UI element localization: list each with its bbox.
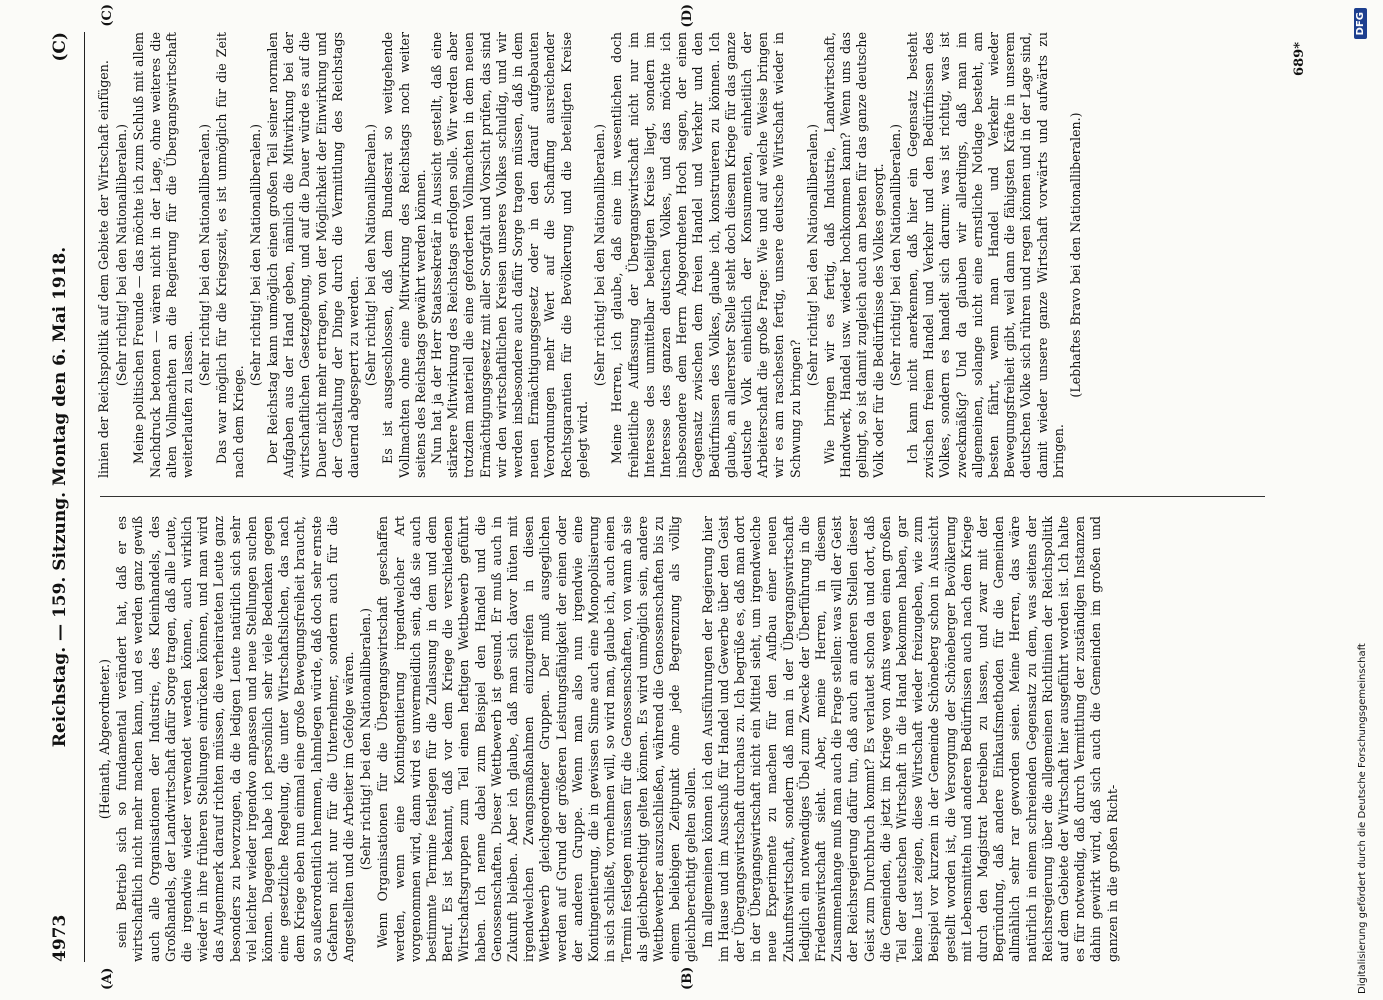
interjection: (Sehr richtig! bei den Nationalliberalen.) — [887, 123, 903, 387]
paragraph: Es ist ausgeschlossen, daß dem Bundesrat so weitgehende Vollmachten ohne eine Mitwirkung des Reichstags noch weiter seitens des Reichstags gewährt werden können. — [380, 32, 428, 478]
paragraph: Meine politischen Freunde — das möchte ich zum Schluß mit allem Nachdruck betonen — wären nicht in der Lage, ohne weiteres die alten Vollmachten an die Regierung für die Übergangswirtschaft weiterlaufen zu lassen. — [131, 32, 196, 478]
margin-marker-a: (A) — [100, 967, 115, 990]
page-title: Reichstag. — 159. Sitzung. Montag den 6. Mai 1918. — [50, 246, 70, 748]
page-number: 4973 — [50, 914, 70, 962]
interjection: (Sehr richtig! bei den Nationalliberalen.) — [114, 123, 130, 387]
margin-marker-b: (B) — [680, 966, 695, 990]
paragraph: Ich kann nicht anerkennen, daß hier ein Gegensatz besteht zwischen freiem Handel und Verkehr und den Bedürfnissen des Volkes, sondern es handelt sich darum: was ist richtig, was ist zweckmäßig? Und da glauben wir allerdings, daß man im allgemeinen, solange nicht eine ernstliche Notlage besteht, am besten fährt, wenn man Handel und Verkehr wieder Bewegungsfreiheit gibt, weil dann die fähigsten Kräfte in unserem deutschen Volke sich rühren und regen können und in der Lage sind, damit wieder unsere ganze Wirtschaft vorwärts und aufwärts zu bringen. — [904, 32, 1066, 478]
margin-marker-c-header: (C) — [50, 32, 70, 62]
interjection: (Sehr richtig! bei den Nationalliberalen.) — [363, 123, 379, 387]
interjection: (Sehr richtig! bei den Nationalliberalen.) — [804, 123, 820, 387]
interjection: (Sehr richtig! bei den Nationalliberalen.) — [247, 123, 263, 387]
paragraph: Nun hat ja der Herr Staatssekretär in Aussicht gestellt, daß eine stärkere Mitwirkung des Reichstags erfolgen solle. Wir werden aber trotzdem materiell die eine geforderten Vollmachten in dem neuen Ermächtigungsgesetz mit aller Sorgfalt und Vorsicht prüfen, das sind wir den wirtschaftlichen Kreisen unseres Volkes schuldig, und wir werden insbesondere auch dafür Sorge tragen müssen, daß in dem neuen Ermächtigungsgesetz oder in den darauf aufgebauten Verordnungen mehr Wert auf die Schaffung ausreichender Rechtsgarantien für die Bevölkerung und die beteiligten Kreise gelegt wird. — [429, 32, 590, 478]
interjection: (Sehr richtig! bei den Nationalliberalen.) — [592, 123, 608, 387]
paragraph: Wenn Organisationen für die Übergangswirtschaft geschaffen werden, wenn eine Kontingentierung irgendwelcher Art vorgenommen wird, dann wird es unvermeidlich sein, daß sie auch bestimmte Termine festlegen für die Zulassung in dem und dem Beruf. Es ist bekannt, daß vor dem Kriege die verschiedenen Wirtschaftsgruppen zum Teil einen heftigen Wettbewerb geführt haben. Ich nenne dabei zum Beispiel den Handel und die Genossenschaften. Dieser Wettbewerb ist gesund. Er muß auch in Zukunft bleiben. Aber ich glaube, daß man sich davor hüten mit irgendwelchen Zwangsmaßnahmen einzugreifen in diesen Wettbewerb gleichgeordneter Gruppen. Der muß ausgeglichen werden auf Grund der größeren Leistungsfähigkeit der einen oder der anderen Gruppe. Wenn man also nun irgendwie eine Kontingentierung, die in gewissen Sinne auch eine Monopolisierung in sich schließt, vornehmen will, so wird man, glaube ich, auch einen Termin festlegen müssen für die Genossenschaften, von wann ab sie als gleichberechtigt gelten können. Es wird unmöglich sein, andere Wettbewerber auszuschließen, während die Genossenschaften bis zu einem beliebigen Zeitpunkt ohne jede Begrenzung als völlig gleichberechtigt gelten sollen. — [375, 516, 699, 962]
paragraph: sein Betrieb sich so fundamental verändert hat, daß er es wirtschaftlich nicht mehr machen kann, und es werden ganz gewiß auch alle Organisationen der Industrie, des Kleinhandels, des Großhandels, der Landwirtschaft dafür Sorge tragen, daß alle Leute, die irgendwie wieder verwendet werden können, auch wirklich wieder in ihre früheren Stellungen einrücken können, und man wird das Augenmerk darauf richten müssen, die verheirateten Leute ganz besonders zu bevorzugen, da die ledigen Leute natürlich sich sehr viel leichter wieder irgendwo anpassen und neue Stellungen suchen können. Dagegen habe ich persönlich sehr viele Bedenken gegen eine gesetzliche Regelung, die unter Wirtschaftslichen, das nach dem Kriege eben nun einmal eine große Bewegungsfreiheit braucht, so außerordentlich hemmen, lahmlegen würde, daß doch sehr ernste Gefahren nicht nur für die Unternehmer, sondern auch für die Angestellten und die Arbeiter im Gefolge wären. — [114, 516, 357, 962]
dfg-logo: DFG — [1354, 8, 1367, 39]
paragraph: Das war möglich für die Kriegszeit, es ist unmöglich für die Zeit nach dem Kriege. — [214, 32, 246, 478]
paragraph: Der Reichstag kann unmöglich einen großen Teil seiner normalen Aufgaben aus der Hand geben, nämlich die Mitwirkung bei der wirtschaftlichen Gesetzgebung, und auf die Dauer würde es auf die Dauer nicht mehr ertragen, von der Möglichkeit der Einwirkung und der Gestaltung der Dinge durch die Vermittlung des Reichstags dauernd abgesperrt zu werden. — [265, 32, 362, 478]
paragraph: linien der Reichspolitik auf dem Gebiete der Wirtschaft einfügen. — [96, 60, 111, 478]
column-divider — [100, 496, 1265, 497]
page-content — [40, 4, 1307, 990]
paragraph: Im allgemeinen können ich den Ausführungen der Regierung hier im Hause und im Ausschuß für Handel und Gewerbe über den Geist der Übergangswirtschaft durchaus zu. Ich begrüße es, daß man dort in der Übergangswirtschaft nicht ein Mittel sieht, um irgendwelche neue Experimente zu machen für den Aufbau einer neuen Zukunftswirtschaft, sondern daß man in der Übergangswirtschaft lediglich ein notwendiges Übel zum Zwecke der Überführung in die Friedenswirtschaft sieht. Aber, meine Herren, in diesem Zusammenhange muß man auch die Frage stellen: was will der Geist der Reichsregierung dafür tun, daß auch an anderen Stellen dieser Geist zum Durchbruch kommt? Es verlautet schon da und dort, daß die Gemeinden, die jetzt im Kriege von Amts wegen einen großen Teil der deutschen Wirtschaft in die Hand bekommen haben, gar keine Lust zeigen, diese Wirtschaft wieder freizugeben, wie zum Beispiel vor kurzem in der Gemeinde Schöneberg schon in Aussicht gestellt worden ist, die Versorgung der Schöneberger Bevölkerung mit Lebensmitteln und anderen Bedürfnissen auch nach dem Kriege durch den Magistrat betreiben zu lassen, und zwar mit der Begründung, daß andere Einkaufsmethoden für die Gemeinden allmählich sehr rar geworden seien. Meine Herren, das wäre natürlich in einem schreienden Gegensatz zu dem, was seitens der Reichsregierung über die allgemeinen Richtlinien der Reichspolitik auf dem Gebiete der Wirtschaft hier ausgeführt worden ist. Ich halte es für notwendig, daß durch Vermittlung der zuständigen Instanzen dahin gewirkt wird, daß sich auch die Gemeinden im großen und ganzen in die großen Richt- — [699, 516, 1120, 962]
speaker-label: (Heinath, Abgeordneter.) — [97, 658, 112, 820]
paragraph: Meine Herren, ich glaube, daß eine im wesentlichen doch freiheitliche Auffassung der Übergangswirtschaft nicht nur im Interesse des unmittelbar beteiligten Kreise liegt, sondern im Interesse des ganzen deutschen Volkes, und das möchte ich insbesondere dem Herrn Abgeordneten Hoch sagen, der einen Gegensatz zwischen dem freien Handel und Verkehr und den Bedürfnissen des Volkes, glaube ich, konstruieren zu können. Ich glaube, an allererster Stelle steht doch diesem Kriege für das ganze deutsche Volk einheitlich der Konsumenten, einheitlich der Arbeiterschaft die große Frage: Wie und auf welche Weise bringen wir es am raschesten fertig, unsere deutsche Wirtschaft wieder in Schwung zu bringen? — [609, 32, 803, 478]
interjection: (Sehr richtig! bei den Nationalliberalen.) — [197, 123, 213, 387]
margin-marker-d: (D) — [680, 4, 695, 28]
funding-credit: Digitalisierung gefördert durch die Deutsche Forschungsgemeinschaft — [1357, 643, 1368, 994]
paragraph: Wie bringen wir es fertig, daß Industrie, Landwirtschaft, Handwerk, Handel usw. wieder hochkommen kann? Wenn uns das gelingt, so ist damit zugleich auch am besten für das ganze deutsche Volk oder für die Bedürfnisse des Volkes gesorgt. — [821, 32, 886, 478]
left-column — [96, 516, 1271, 962]
interjection: (Lebhaftes Bravo bei den Nationalliberalen.) — [1067, 112, 1083, 398]
sheet-number: 689* — [1292, 42, 1307, 76]
margin-marker-c: (C) — [100, 4, 115, 27]
digitization-footer — [1350, 0, 1380, 1000]
interjection: (Sehr richtig! bei den Nationalliberalen.) — [358, 607, 374, 871]
right-column — [96, 32, 1271, 478]
page-header — [40, 32, 85, 962]
